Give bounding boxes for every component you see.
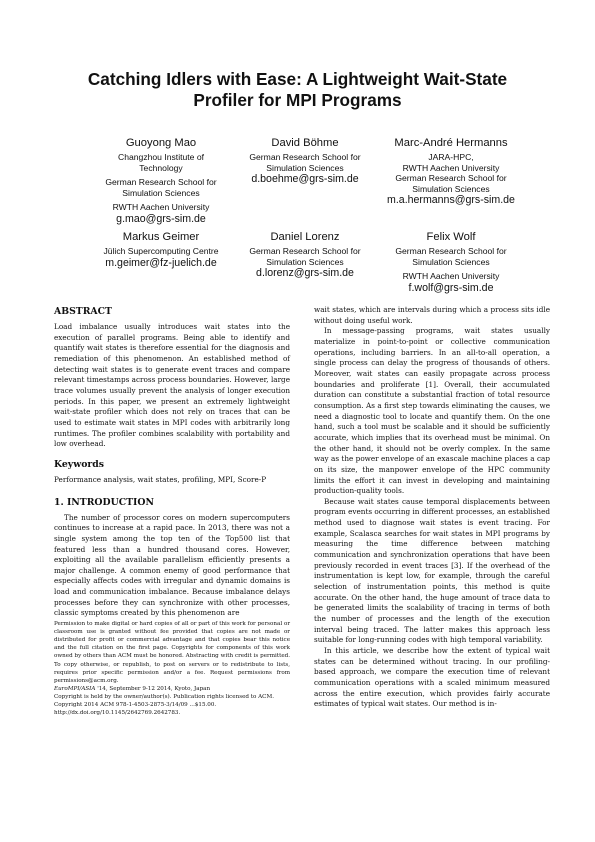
paper-title xyxy=(40,69,555,111)
affiliation-line: JARA-HPC, xyxy=(428,152,474,162)
permission-block xyxy=(54,620,290,717)
affiliation-line: Simulation Sciences xyxy=(266,162,344,173)
affiliation-line: RWTH Aachen University xyxy=(402,162,500,173)
author-block xyxy=(81,231,241,269)
affiliation-line: Jülich Supercomputing Centre xyxy=(103,246,219,256)
affiliation-line: RWTH Aachen University xyxy=(402,271,500,282)
author-block xyxy=(371,231,531,294)
keywords-text: Performance analysis, wait states, profiling, MPI, Score-P xyxy=(54,474,267,484)
body-paragraph: In this article, we describe how the extent of typical wait states can be determined without tracing. In our profiling-based approach, we compare the execution time of relevant communication operations with a scaled minimum measured across the entire execution, which provides fairly accurate estimates of typical wait states. Our method is in- xyxy=(314,646,550,709)
affiliation-line: Technology xyxy=(139,162,183,173)
author-name: Markus Geimer xyxy=(122,231,200,243)
affiliation-line: German Research School for xyxy=(105,177,217,188)
abstract-heading: ABSTRACT xyxy=(54,306,112,317)
intro-paragraph: The number of processor cores on modern supercomputers continues to increase at a rapid pace. In 2013, there was not a single system among the top ten of the Top500 list that featured less than a hundred thousand cores. However, exploiting all the available parallelism efficiently presents a major challenge. A common enemy of good performance that especially affects codes with irregular and dynamic domains is load and communication imbalance. Because imbalance delays processes before they can synchronize with other processes, classic symptoms created by this phenomenon are xyxy=(54,512,290,618)
affiliation-line: German Research School for xyxy=(395,246,507,256)
body-paragraph: In message-passing programs, wait states usually materialize in point-to-point or collective communication operations, including barriers. In an all-to-all operation, a single process can delay the progress of thousands of others. Moreover, wait states can easily propagate across process boundaries and proliferate [1]. Overall, their accumulated duration can constitute a substantial fraction of total resource consumption. As a first step towards eliminating the causes, we need a diagnostic tool to locate and quantify them. On the one hand, such a tool must be scalable and it should be sufficiently accurate, which implies that its overhead must be minimal. On the other hand, it should not be overly complex. In the same way as the power envelope of an exascale machine places a cap on its size, the manpower envelope of the HPC community limits the effort it can invest in developing and maintaining production-quality tools. xyxy=(314,326,550,496)
affiliation-line: Simulation Sciences xyxy=(122,187,200,198)
left-column xyxy=(54,303,290,717)
copyright-line: Copyright is held by the owner/author(s). Publication rights licensed to ACM. xyxy=(54,693,274,700)
author-email[interactable]: g.mao@grs-sim.de xyxy=(116,212,206,225)
body-paragraph: wait states, which are intervals during which a process sits idle without doing useful work. xyxy=(314,305,550,325)
affiliation-line: Changzhou Institute of xyxy=(118,152,204,162)
conference-details: '14, September 9-12 2014, Kyoto, Japan xyxy=(95,685,211,692)
author-name: Marc-André Hermanns xyxy=(394,137,508,149)
author-block xyxy=(225,231,385,279)
title-line-2: Profiler for MPI Programs xyxy=(193,90,402,110)
affiliation-line: Simulation Sciences xyxy=(266,256,344,267)
conference-name: EuroMPI/ASIA xyxy=(54,685,96,692)
affiliation-line: German Research School for xyxy=(249,152,361,162)
affiliation-line: German Research School for xyxy=(395,173,507,184)
affiliation-line: German Research School for xyxy=(249,246,361,256)
permission-text: Permission to make digital or hard copies of all or part of this work for personal or classroom use is granted without fee provided that copies are not made or distributed for profit or commercial advantage and that copies bear this notice and the full citation on the first page. Copyrights for components of this work owned by others than ACM must be honored. Abstracting with credit is permitted. To copy otherwise, or republish, to post on servers or to redistribute to lists, requires prior specific permission and/or a fee. Request permissions from permissions@acm.org. xyxy=(54,621,290,684)
copyright-line: Copyright 2014 ACM 978-1-4503-2875-3/14/09 ...$15.00. xyxy=(54,702,217,709)
author-name: David Böhme xyxy=(271,137,339,149)
author-email[interactable]: d.boehme@grs-sim.de xyxy=(251,173,359,186)
author-name: Daniel Lorenz xyxy=(270,231,340,243)
author-email[interactable]: f.wolf@grs-sim.de xyxy=(408,281,494,294)
author-email[interactable]: m.geimer@fz-juelich.de xyxy=(105,256,217,269)
affiliation-line: Simulation Sciences xyxy=(412,183,490,194)
author-name: Felix Wolf xyxy=(426,231,476,243)
body-paragraph: Because wait states cause temporal displacements between program events occurring in different processes, an established method used to diagnose wait states is event tracing. For example, Scalasca searches for wait states in MPI programs by measuring the time difference between matching communication and synchronization operations that have been previously recorded in event traces [3]. If the overhead of the instrumentation is kept low, for example, through the careful selection of instrumentation points, this method is quite accurate. On the other hand, the huge amount of trace data to be generated limits the scalability of tracing in terms of both the number of processes and the length of the execution interval being traced. The latter makes this approach less suitable for long-running codes with high temporal variability. xyxy=(314,496,550,645)
author-block xyxy=(371,137,531,206)
doi-link[interactable]: http://dx.doi.org/10.1145/2642769.2642783. xyxy=(54,710,181,717)
affiliation-line: Simulation Sciences xyxy=(412,256,490,267)
author-block xyxy=(81,137,241,225)
abstract-text: Load imbalance usually introduces wait states into the execution of parallel programs. Being able to identify and quantify wait states is therefore essential for the diagnosis and remediation of this phenomenon. An established method of detecting wait states is to generate event traces and compare relevant timestamps across process boundaries. However, large trace volumes usually prevent the analysis of longer execution periods. In this paper, we present an extremely lightweight wait-state profiler which does not rely on traces that can be used to estimate wait states in MPI codes with arbitrarily long runtimes. The profiler combines scalability with portability and low overhead. xyxy=(54,322,290,449)
section-heading-introduction: 1. INTRODUCTION xyxy=(54,496,154,508)
author-email[interactable]: m.a.hermanns@grs-sim.de xyxy=(387,194,515,207)
affiliation-line: RWTH Aachen University xyxy=(112,202,210,213)
conference-line xyxy=(54,685,290,693)
keywords-heading: Keywords xyxy=(54,458,105,470)
author-email[interactable]: d.lorenz@grs-sim.de xyxy=(256,267,354,280)
author-name: Guoyong Mao xyxy=(125,137,197,149)
title-line-1: Catching Idlers with Ease: A Lightweight Wait-State xyxy=(87,69,508,89)
author-block xyxy=(225,137,385,185)
right-column xyxy=(314,305,550,710)
